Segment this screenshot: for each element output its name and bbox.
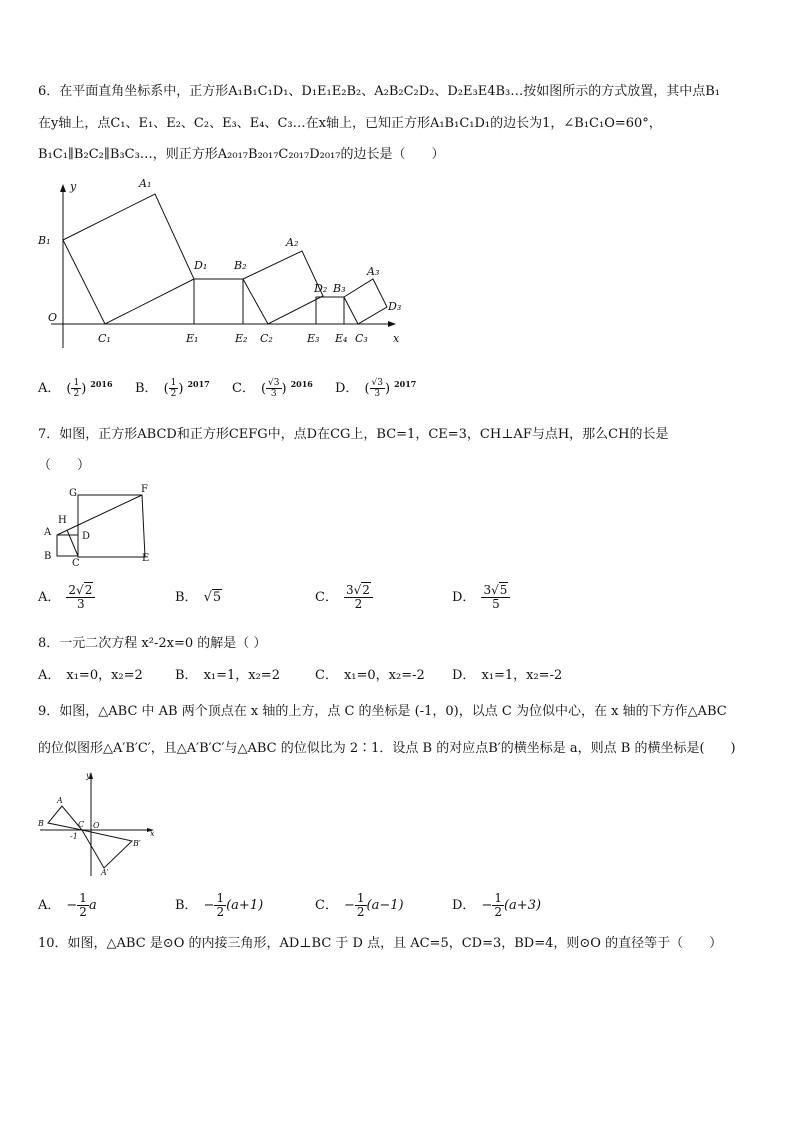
q7-label-B: B [44, 551, 52, 562]
option-label: C． [232, 381, 255, 397]
radicand: 5 [212, 590, 222, 605]
fraction [66, 584, 95, 611]
q6-option-a[interactable] [38, 376, 113, 399]
sqrt: √2 [353, 583, 370, 597]
q9-label-B: B [38, 819, 44, 828]
q6-label-E4: E₄ [335, 332, 348, 345]
q9-triangle-abc-prime [82, 830, 132, 868]
numerator: 1 [73, 378, 80, 389]
fraction [71, 378, 81, 399]
q9-label-A: A [57, 796, 63, 805]
denominator: 5 [492, 597, 500, 611]
radicand: 2 [362, 583, 370, 597]
q7-option-a[interactable] [38, 584, 95, 611]
minus-sign: − [66, 898, 78, 913]
q6-square-1 [63, 194, 194, 324]
q6-figure [36, 176, 416, 356]
minus-sign: − [343, 898, 355, 913]
q6-text-line2: 在y轴上，点C₁、E₁、E₂、C₂、E₃、E₄、C₃…在x轴上，已知正方形A₁B₁C₁D₁的边长为1，∠B₁C₁O=60°， [38, 116, 662, 131]
q8-text-line1: 8．一元二次方程 x²-2x=0 的解是（ ） [38, 636, 267, 651]
numerator: 1 [494, 891, 502, 905]
q6-label-B3: B₃ [333, 282, 346, 295]
fraction [214, 892, 226, 919]
option-label: C． [315, 898, 338, 913]
q7-label-D: D [82, 531, 91, 542]
fraction [481, 584, 510, 611]
q7-label-H: H [58, 515, 67, 526]
q6-y-arrow [60, 184, 66, 192]
q7-label-A: A [44, 527, 52, 538]
q6-label-A1: A₁ [139, 177, 152, 190]
expression: (a+1) [226, 898, 264, 913]
denominator: 2 [216, 905, 225, 919]
q6-label-E2: E₂ [235, 332, 248, 345]
q9-option-b[interactable] [175, 892, 263, 919]
option-label: A． [38, 898, 61, 913]
q9-label-C: C [78, 820, 85, 829]
option-label: A． [38, 381, 61, 397]
numerator [344, 584, 373, 598]
paren: ( [163, 381, 169, 397]
numerator: 1 [170, 378, 177, 389]
q6-text-line1: 6．在平面直角坐标系中，正方形A₁B₁C₁D₁、D₁E₁E₂B₂、A₂B₂C₂D₂、D₂E₃E4B₃…按如图所示的方式放置，其中点B₁ [38, 84, 721, 99]
q8-option-c[interactable] [315, 668, 425, 684]
fraction [355, 892, 367, 919]
option-label: C． [315, 590, 338, 605]
q8-option-a[interactable] [38, 668, 143, 684]
q7-option-c[interactable] [315, 584, 373, 611]
q9-label-O: O [93, 821, 100, 830]
q7-label-G: G [69, 488, 77, 499]
q8-option-b[interactable] [175, 668, 280, 684]
q6-label-C1: C₁ [98, 332, 111, 345]
q6-option-d[interactable] [335, 376, 416, 399]
coefficient: 3 [345, 583, 354, 597]
paren: ) [281, 381, 287, 397]
expression: (a+3) [503, 898, 542, 913]
q6-label-D3: D₃ [388, 300, 402, 313]
q6-options [38, 376, 758, 406]
fraction [344, 584, 373, 611]
q6-label-D2: D₂ [314, 282, 328, 295]
q9-option-c[interactable] [315, 892, 404, 919]
denominator: 2 [79, 905, 87, 919]
minus-sign: − [481, 898, 493, 913]
numerator [481, 584, 510, 598]
paren: ( [66, 381, 72, 397]
q6-option-b[interactable] [135, 376, 210, 399]
q6-label-A3: A₃ [367, 265, 380, 278]
q6-label-y: y [70, 180, 77, 193]
q9-label-minus1: -1 [70, 832, 78, 841]
denominator: 3 [270, 389, 277, 400]
option-label: D． [452, 668, 476, 683]
option-label: B． [175, 668, 198, 683]
denominator: 2 [354, 597, 363, 611]
sqrt: √2 [76, 583, 93, 597]
q6-x-arrow [388, 321, 396, 327]
q6-square-2 [194, 279, 243, 324]
denominator: 2 [73, 389, 80, 400]
option-label: D． [335, 381, 359, 397]
q9-text-line2: 的位似图形△A′B′C′，且△A′B′C′与△ABC 的位似比为 2∶1．设点 B 的对应点B′的横坐标是 a，则点 B 的横坐标是( ) [38, 741, 736, 756]
q6-label-O: O [48, 311, 58, 324]
q8-option-d[interactable] [452, 668, 562, 684]
minus-sign: − [203, 898, 215, 913]
fraction [492, 892, 504, 919]
numerator [66, 584, 95, 598]
q9-figure [36, 768, 161, 880]
option-label: B． [175, 898, 198, 913]
q7-option-d[interactable] [452, 584, 510, 611]
q7-label-C: C [72, 558, 80, 567]
q6-label-C2: C₂ [260, 332, 273, 345]
q10-text-line1: 10．如图，△ABC 是⊙O 的内接三角形，AD⊥BC 于 D 点，且 AC=5，CD=3，BD=4，则⊙O 的直径等于（ ） [38, 936, 723, 951]
coefficient: 2 [68, 583, 77, 597]
q9-label-x: x [150, 829, 155, 838]
denominator: 2 [170, 389, 177, 400]
q6-square-5 [344, 279, 387, 324]
q9-triangle-abc [48, 806, 85, 830]
q6-label-E3: E₃ [307, 332, 320, 345]
option-label: D． [452, 898, 476, 913]
q6-square-3 [243, 251, 323, 324]
q6-label-A2: A₂ [286, 236, 299, 249]
q9-text-line1: 9．如图，△ABC 中 AB 两个顶点在 x 轴的上方，点 C 的坐标是 (-1，0)，以点 C 为位似中心，在 x 轴的下方作△ABC [38, 704, 727, 719]
numerator: 1 [79, 891, 87, 905]
option-label: A． [38, 590, 61, 605]
q6-label-x: x [393, 332, 400, 345]
q7-option-b[interactable] [175, 590, 222, 606]
paren: ) [178, 381, 184, 397]
q7-text-line1: 7．如图，正方形ABCD和正方形CEFG中，点D在CG上，BC=1，CE=3，CH⊥AF与点H，那么CH的长是 [38, 427, 669, 442]
q9-label-A-prime: A′ [101, 868, 109, 877]
expression: (a−1) [366, 898, 404, 913]
option-text: x₁=1，x₂=-2 [481, 668, 563, 683]
option-label: A． [38, 668, 61, 683]
denominator: 2 [356, 905, 365, 919]
exponent: 2016 [290, 379, 313, 389]
q9-option-a[interactable] [38, 892, 97, 919]
q9-label-B-prime: B′ [133, 839, 141, 848]
radicand: 2 [84, 583, 93, 597]
paren: ) [384, 381, 391, 397]
q6-label-C3: C₃ [355, 332, 368, 345]
q7-segment-ch [67, 530, 78, 556]
exponent: 2017 [394, 379, 417, 389]
paren: ( [260, 381, 267, 397]
q6-label-D1: D₁ [194, 259, 208, 272]
q6-label-E1: E₁ [186, 332, 199, 345]
q6-option-c[interactable] [232, 376, 313, 399]
option-label: D． [452, 590, 476, 605]
q6-square-4 [316, 297, 344, 324]
expression: a [88, 898, 97, 913]
numerator: √3 [268, 378, 280, 389]
numerator: 1 [356, 891, 365, 905]
exponent: 2017 [187, 379, 210, 389]
q7-segment-af [57, 495, 142, 535]
coefficient: 3 [483, 583, 492, 597]
paren: ) [81, 381, 87, 397]
q9-option-d[interactable] [452, 892, 541, 919]
option-text: x₁=0，x₂=2 [66, 668, 143, 683]
fraction [77, 892, 89, 919]
option-text: x₁=1，x₂=2 [203, 668, 280, 683]
q7-figure [36, 481, 166, 567]
q7-label-F: F [141, 484, 148, 495]
denominator: 3 [374, 389, 381, 400]
option-label: B． [175, 590, 198, 605]
q6-text-line3: B₁C₁∥B₂C₂∥B₃C₃…，则正方形A₂₀₁₇B₂₀₁₇C₂₀₁₇D₂₀₁₇的边长是（ ） [38, 147, 445, 162]
q7-square-abcd [57, 535, 78, 556]
numerator: 1 [216, 891, 225, 905]
sqrt: √5 [203, 590, 222, 605]
exponent: 2016 [90, 379, 113, 389]
denominator: 2 [494, 905, 502, 919]
paren: ( [364, 381, 370, 397]
radicand: 5 [499, 583, 508, 597]
q6-label-B2: B₂ [234, 259, 247, 272]
q8-options [38, 668, 758, 698]
q6-label-B1: B₁ [38, 234, 51, 247]
q9-label-y: y [86, 771, 91, 780]
fraction [266, 378, 281, 399]
q9-options [38, 892, 758, 928]
q7-label-E: E [142, 553, 150, 564]
option-text: x₁=0，x₂=-2 [343, 668, 425, 683]
q7-text-line2: （ ） [38, 458, 91, 473]
q7-options [38, 582, 758, 618]
option-label: C． [315, 668, 338, 683]
denominator: 3 [77, 597, 85, 611]
option-label: B． [135, 381, 158, 397]
q7-square-cefg [78, 495, 145, 557]
fraction [169, 378, 179, 399]
numerator: √3 [371, 378, 383, 389]
fraction [370, 378, 385, 399]
sqrt: √5 [491, 583, 508, 597]
